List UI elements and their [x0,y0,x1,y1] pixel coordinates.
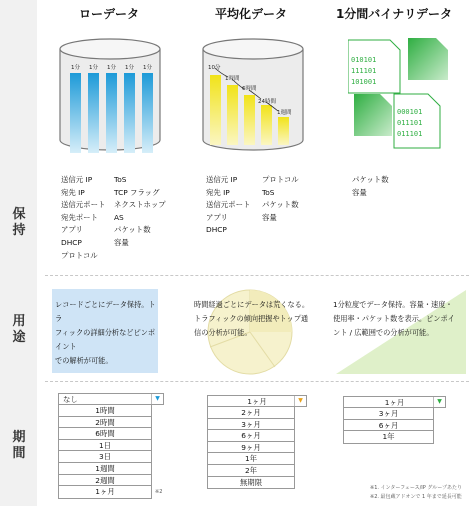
period-option[interactable]: 1ヶ月 [95,487,115,497]
avg-bar [227,85,238,145]
avg-fields-left [206,174,250,237]
row-label-period: 期 間 [12,430,26,461]
period-option[interactable]: 1日 [59,440,151,452]
avg-period-select[interactable] [207,395,307,489]
raw-fields-left [61,174,105,262]
row-divider [45,275,469,276]
raw-fields-right [114,174,166,250]
selected-value: 1ヶ月 [384,398,405,407]
binary-file-green [354,94,392,136]
avg-bar [278,117,289,145]
column-title-raw: ローデータ [78,7,139,21]
footnote-2: ※2. 最包蔵アドオンで 1 年まで延長可能 [370,494,462,500]
raw-bar [88,73,99,153]
chevron-down-icon[interactable]: ▼ [433,397,445,407]
raw-bar [106,73,117,153]
binary-text-line: 111101 [351,67,377,75]
binary-files-icon [348,38,468,153]
avg-bar-label: 10分 [208,65,221,71]
footnote-1: ※1. インターフェース/IP グループあたり [370,485,462,491]
period-option[interactable]: 1年 [208,453,294,465]
field-item: パケット数 [114,225,151,235]
period-option[interactable]: 2ヶ月 [208,407,294,419]
avg-bar [244,95,255,145]
field-item: 宛先 IP [206,187,230,197]
period-option[interactable]: 2週間 [59,475,151,487]
avg-bar-label: 24時間 [258,99,276,105]
binary-fields [352,174,389,199]
field-item: 容量 [352,187,367,197]
period-option[interactable]: 2時間 [59,417,151,429]
period-option[interactable]: 3ヶ月 [344,408,433,420]
period-option[interactable]: 6時間 [59,428,151,440]
avg-period-options [207,407,295,489]
period-option[interactable]: 2年 [208,465,294,477]
field-item: アプリ [206,212,228,222]
raw-period-selected[interactable] [58,393,164,405]
binary-text-line: 000101 [397,108,423,116]
selected-value: 1ヶ月 [247,397,267,406]
avg-bar [210,75,221,145]
field-item: ToS [262,187,275,197]
avg-fields-right [262,174,299,224]
avg-data-cylinder-icon [198,35,308,155]
avg-usage-text: 時間経過ごとにデータは荒くなる。 トラフィックの傾向把握やトップ通 信の分析が可能。 [194,300,310,337]
chevron-down-icon[interactable]: ▼ [294,396,306,406]
binary-period-options [343,408,434,444]
raw-usage-text: レコードごとにデータ保持。トラ フィックの詳細分析などピンポイント での解析が可能。 [55,300,156,365]
avg-bar [261,105,272,145]
period-option[interactable]: 1週間 [59,463,151,475]
raw-bar [124,73,135,153]
binary-text-line: 010101 [351,56,377,64]
field-item: DHCP [206,225,227,235]
field-item: ネクストホップ [114,200,166,210]
period-option[interactable]: 3ヶ月 [208,419,294,431]
field-item: 送信元 IP [206,175,238,184]
column-title-binary: 1分間バイナリデータ [335,7,453,21]
avg-bar-label: 6時間 [242,86,257,92]
avg-bar-label: 1時間 [225,76,240,82]
field-item: 宛先 IP [61,187,85,197]
period-option[interactable]: 無期限 [239,477,263,487]
raw-period-footnote-mark: ※2 [155,489,163,495]
field-item: プロトコル [61,250,98,260]
raw-bar-label: 1分 [89,65,98,71]
chevron-down-icon[interactable]: ▼ [151,394,163,404]
raw-bar [142,73,153,153]
field-item: 送信元 IP [61,175,93,184]
raw-period-options [58,405,152,499]
binary-text-line: 011101 [397,119,423,127]
field-item: プロトコル [262,175,299,184]
field-item: アプリ [61,225,83,235]
binary-period-selected[interactable] [343,396,446,408]
field-item: パケット数 [352,175,389,184]
row-label-retention: 保 持 [12,207,26,238]
field-item: AS [114,212,124,222]
column-title-avg: 平均化データ [214,7,287,21]
raw-bar-label: 1分 [107,65,116,71]
field-item: パケット数 [262,200,299,210]
binary-text-line: 101001 [351,78,377,86]
field-item: 送信元ポート [206,200,251,210]
row-divider [45,381,469,382]
row-label-usage: 用 途 [12,314,26,345]
period-option[interactable]: 9ヶ月 [208,442,294,454]
avg-period-selected[interactable] [207,395,307,407]
binary-file-green [408,38,448,80]
field-item: 容量 [114,237,129,247]
field-item: 送信元ポート [61,200,106,210]
raw-bar [70,73,81,153]
binary-period-select[interactable] [343,396,446,444]
period-option[interactable]: 1時間 [59,405,151,417]
field-item: TCP フラッグ [114,187,160,197]
selected-value: なし [63,395,78,404]
avg-bar-label: 1週間 [277,110,292,116]
raw-period-select[interactable] [58,393,164,499]
raw-data-cylinder-icon [55,35,165,155]
raw-bar-label: 1分 [143,65,152,71]
period-option[interactable]: 6ヶ月 [208,430,294,442]
raw-bar-label: 1分 [125,65,134,71]
period-option[interactable]: 6ヶ月 [344,420,433,432]
field-item: DHCP [61,237,82,247]
field-item: 容量 [262,212,277,222]
binary-text-line: 011101 [397,130,423,138]
field-item: 宛先ポート [61,212,98,222]
raw-bar-label: 1分 [71,65,80,71]
field-item: ToS [114,175,127,184]
binary-usage-text: 1分粒度でデータ保持。容量・速度・ 使用率・パケット数を表示。ピンポイ ント / 広範囲での分析が可能。 [333,300,455,337]
period-option[interactable]: 1年 [382,432,395,442]
period-option[interactable]: 3日 [59,451,151,463]
